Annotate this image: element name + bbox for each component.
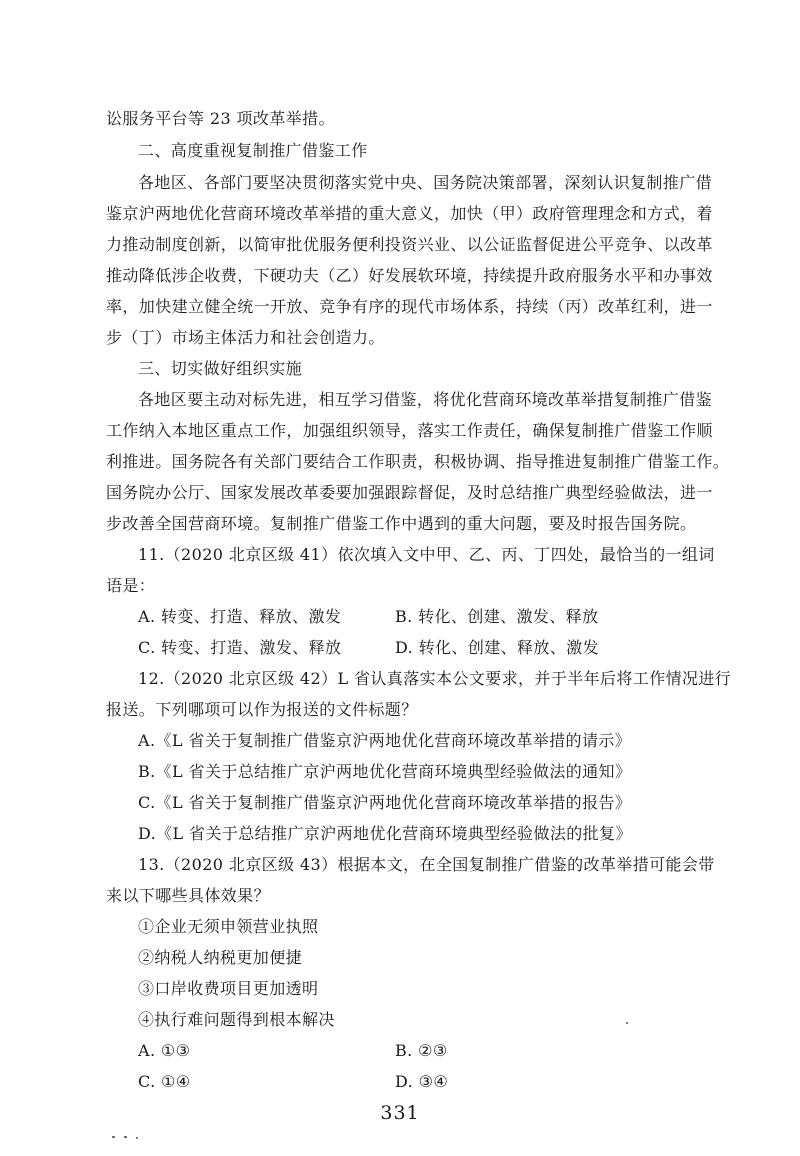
text-line: 利推进。国务院各有关部门要结合工作职责，积极协调、指导推进复制推广借鉴工作。 [106, 452, 730, 471]
q12-option-d: D.《L 省关于总结推广京沪两地优化营商环境典型经验做法的批复》 [138, 824, 632, 843]
text-line: 步（丁）市场主体活力和社会创造力。 [106, 328, 385, 347]
text-line: 工作纳入本地区重点工作，加强组织领导，落实工作责任，确保复制推广借鉴工作顺 [106, 421, 713, 440]
text-line: 来以下哪些具体效果？ [106, 886, 271, 905]
scan-speck [124, 1136, 127, 1138]
q11-option-d: D. 转化、创建、释放、激发 [395, 638, 600, 657]
section-heading-2: 二、高度重视复制推广借鉴工作 [138, 141, 368, 160]
section-heading-3: 三、切实做好组织实施 [138, 359, 303, 378]
q13-statement-4: ④执行难问题得到根本解决 [138, 1010, 335, 1029]
question-11: 11.（2020 北京区级 41）依次填入文中甲、乙、丙、丁四处，最恰当的一组词 [138, 545, 715, 564]
text-line: 力推动制度创新，以简审批优服务便利投资兴业、以公证监督促进公平竞争、以改革 [106, 235, 713, 254]
scan-speck [626, 1022, 628, 1024]
q11-option-b: B. 转化、创建、激发、释放 [395, 607, 599, 626]
text-line: 语是： [106, 576, 156, 595]
q13-statement-1: ①企业无须申领营业执照 [138, 917, 319, 936]
question-13: 13.（2020 北京区级 43）根据本文，在全国复制推广借鉴的改革举措可能会带 [138, 855, 715, 874]
scan-speck [112, 1136, 115, 1138]
text-line: 国务院办公厅、国家发展改革委要加强跟踪督促，及时总结推广典型经验做法，进一 [106, 483, 713, 502]
q12-option-a: A.《L 省关于复制推广借鉴京沪两地优化营商环境改革举措的请示》 [138, 731, 632, 750]
q11-option-c: C. 转变、打造、激发、释放 [138, 638, 342, 657]
q13-option-a: A. ①③ [138, 1041, 191, 1060]
q12-option-c: C.《L 省关于复制推广借鉴京沪两地优化营商环境改革举措的报告》 [138, 793, 632, 812]
q13-statement-2: ②纳税人纳税更加便捷 [138, 948, 303, 967]
scan-speck [136, 1137, 138, 1139]
text-line: 推动降低涉企收费，下硬功夫（乙）好发展软环境，持续提升政府服务水平和办事效 [106, 266, 713, 285]
text-line: 讼服务平台等 23 项改革举措。 [106, 109, 335, 128]
text-line: 率，加快建立健全统一开放、竞争有序的现代市场体系，持续（丙）改革红利，进一 [106, 297, 713, 316]
q13-option-d: D. ③④ [395, 1072, 449, 1091]
q13-option-c: C. ①④ [138, 1072, 191, 1091]
q13-statement-3: ③口岸收费项目更加透明 [138, 979, 319, 998]
q11-option-a: A. 转变、打造、释放、激发 [138, 607, 342, 626]
q12-option-b: B.《L 省关于总结推广京沪两地优化营商环境典型经验做法的通知》 [138, 762, 632, 781]
text-line: 步改善全国营商环境。复制推广借鉴工作中遇到的重大问题，要及时报告国务院。 [106, 514, 697, 533]
text-line: 鉴京沪两地优化营商环境改革举措的重大意义，加快（甲）政府管理理念和方式，着 [106, 204, 713, 223]
text-line: 报送。下列哪项可以作为报送的文件标题？ [106, 700, 418, 719]
page-number: 331 [380, 1102, 420, 1124]
q13-option-b: B. ②③ [395, 1041, 448, 1060]
text-line: 各地区、各部门要坚决贯彻落实党中央、国务院决策部署，深刻认识复制推广借 [138, 173, 713, 192]
text-line: 各地区要主动对标先进，相互学习借鉴，将优化营商环境改革举措复制推广借鉴 [138, 390, 713, 409]
question-12: 12.（2020 北京区级 42）L 省认真落实本公文要求，并于半年后将工作情况进行 [138, 669, 732, 688]
